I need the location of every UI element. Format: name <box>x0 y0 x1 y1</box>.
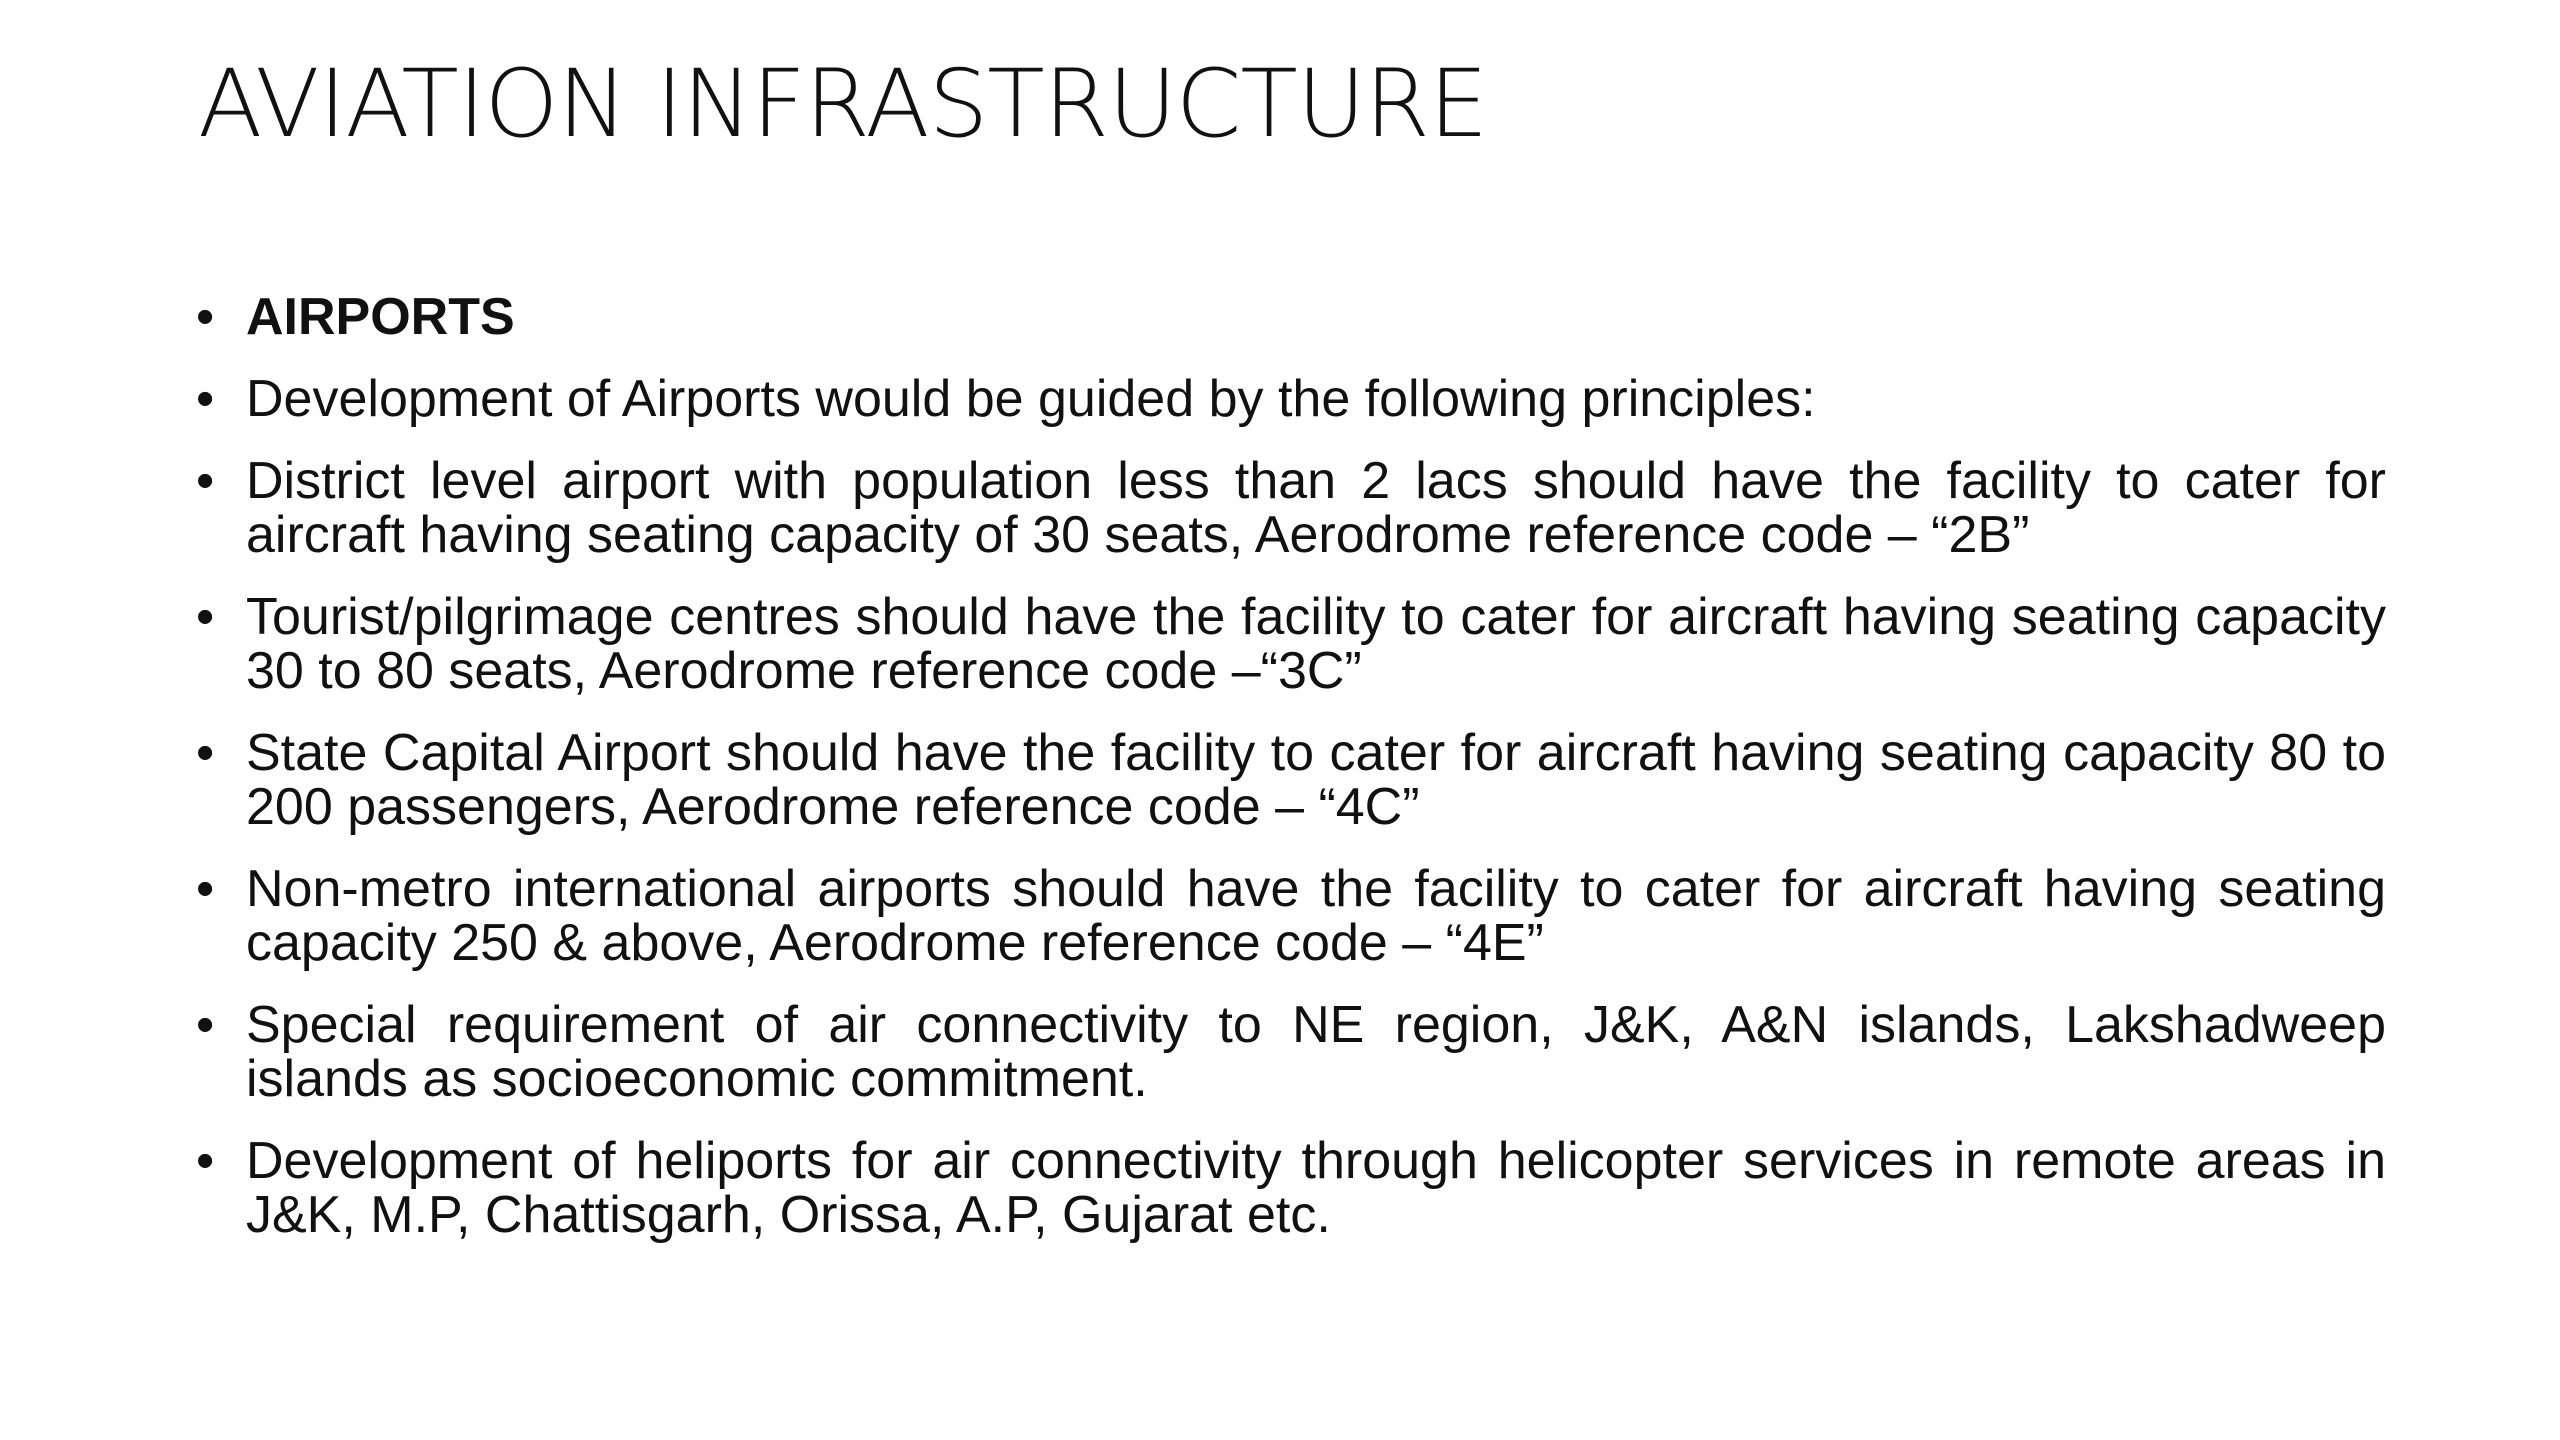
slide-title: AVIATION INFRASTRUCTURE <box>198 50 1488 159</box>
bullet-dot-icon: • <box>196 860 215 918</box>
bullet-text: Development of Airports would be guided by the following principles: <box>246 370 1816 428</box>
bullet-text: AIRPORTS <box>246 288 515 346</box>
bullet-item-special-requirement <box>186 998 2386 1106</box>
bullet-dot-icon: • <box>196 370 215 428</box>
bullet-text: State Capital Airport should have the facility to cater for aircraft having seating capacity 80 to 200 passengers, Aerodrome reference code – “4C” <box>246 724 2386 836</box>
bullet-list <box>186 290 2386 1270</box>
bullet-dot-icon: • <box>196 996 215 1054</box>
bullet-text: Development of heliports for air connectivity through helicopter services in remote areas in J&K, M.P, Chattisgarh, Orissa, A.P, Gujarat etc. <box>246 1132 2386 1244</box>
bullet-text: Tourist/pilgrimage centres should have the facility to cater for aircraft having seating capacity 30 to 80 seats, Aerodrome reference code –“3C” <box>246 588 2386 700</box>
bullet-text: Special requirement of air connectivity to NE region, J&K, A&N islands, Lakshadweep islands as socioeconomic commitment. <box>246 996 2386 1108</box>
bullet-item-district-airport <box>186 454 2386 562</box>
bullet-dot-icon: • <box>196 588 215 646</box>
bullet-item-airports <box>186 290 2386 344</box>
bullet-item-non-metro <box>186 862 2386 970</box>
bullet-item-heliports <box>186 1134 2386 1242</box>
bullet-dot-icon: • <box>196 288 215 346</box>
bullet-dot-icon: • <box>196 724 215 782</box>
bullet-item-tourist-centres <box>186 590 2386 698</box>
bullet-item-state-capital <box>186 726 2386 834</box>
bullet-text: District level airport with population less than 2 lacs should have the facility to cater for aircraft having seating capacity of 30 seats, Aerodrome reference code – “2B” <box>246 452 2386 564</box>
bullet-dot-icon: • <box>196 1132 215 1190</box>
bullet-item-principles <box>186 372 2386 426</box>
bullet-text: Non-metro international airports should have the facility to cater for aircraft having seating capacity 250 & above, Aerodrome reference code – “4E” <box>246 860 2386 972</box>
bullet-dot-icon: • <box>196 452 215 510</box>
